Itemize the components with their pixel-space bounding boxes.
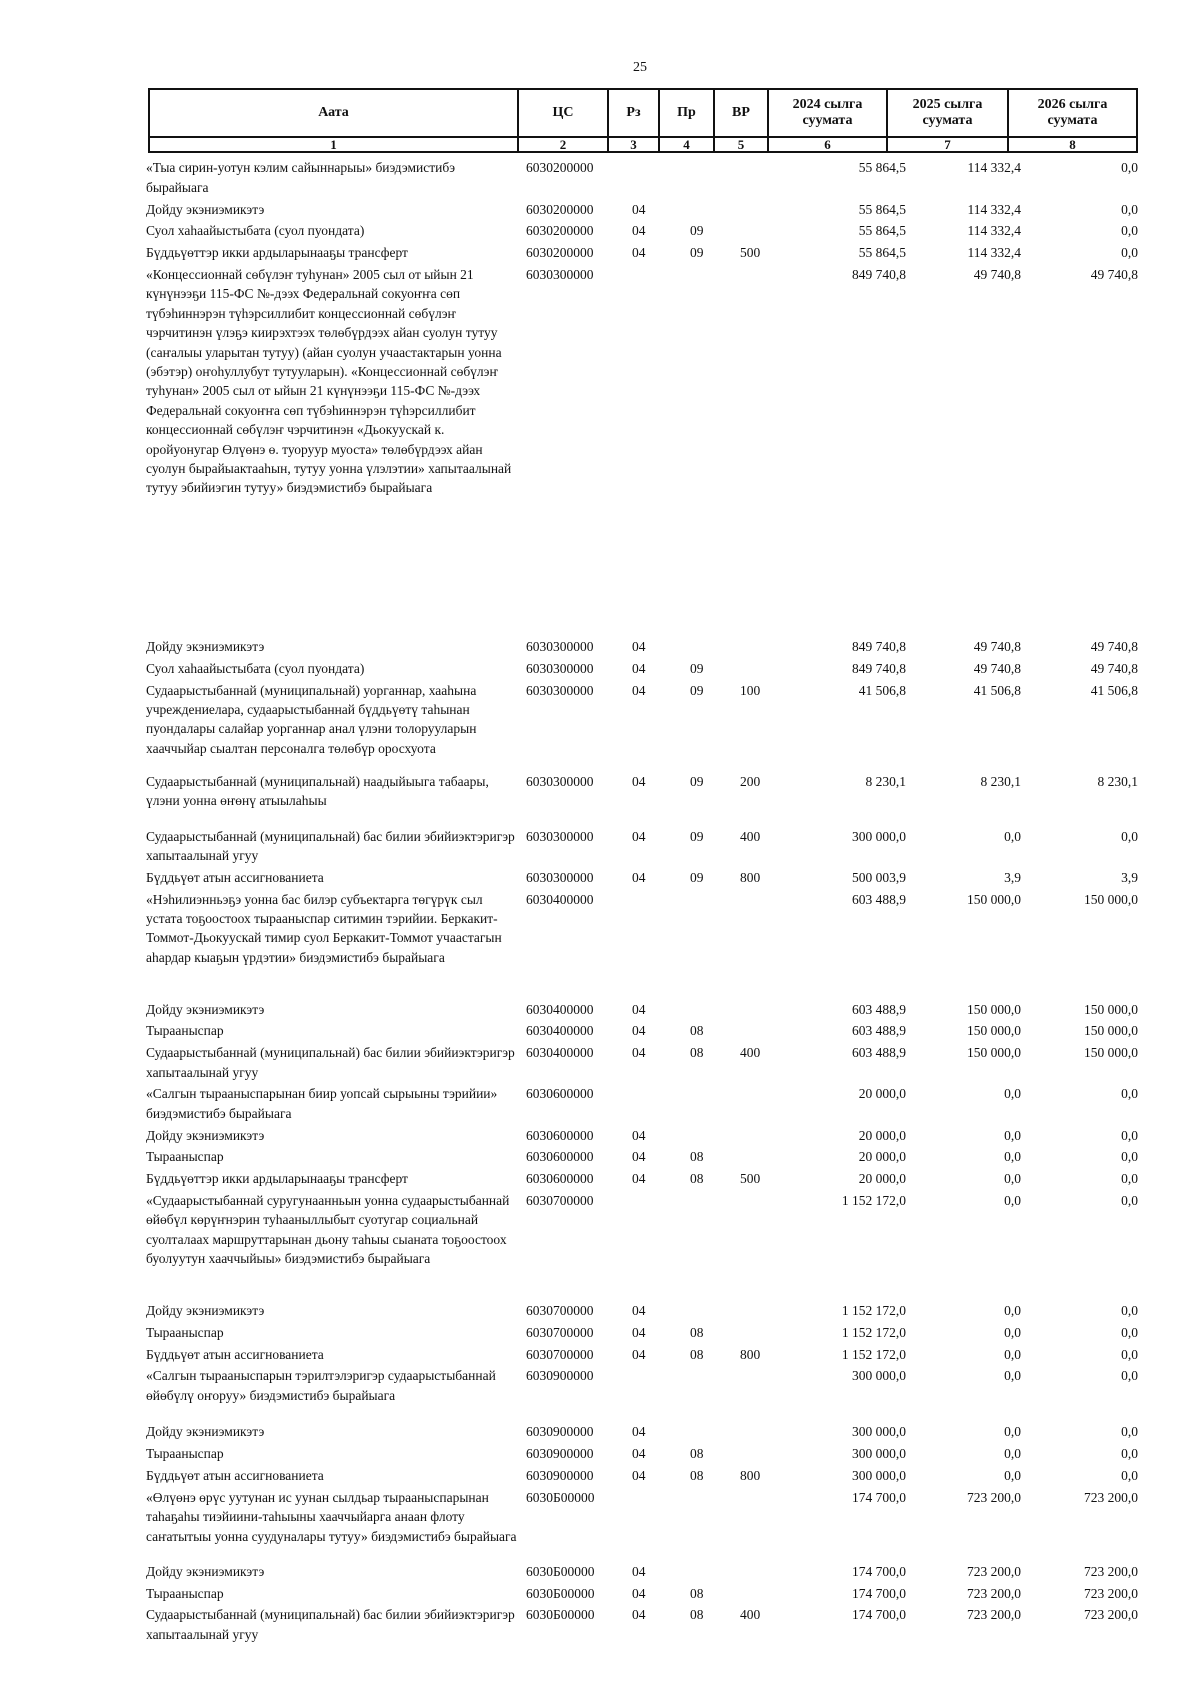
row-cs: 6030200000 xyxy=(526,201,594,217)
row-name: Суол хаһаайыстыбата (суол пуондата) xyxy=(146,660,365,676)
row-rz: 04 xyxy=(632,1607,646,1623)
row-amount-2025: 0,0 xyxy=(1004,1424,1021,1440)
row-pr: 08 xyxy=(690,1446,704,1462)
row-name: «Тыа сирин-уотун кэлим сайыннарыы» биэдэмистибэ бырайыага xyxy=(146,160,456,195)
table-row xyxy=(144,263,1140,635)
row-amount-2025: 0,0 xyxy=(1004,1324,1021,1340)
row-cs: 6030400000 xyxy=(526,1045,594,1061)
row-amount-2026: 150 000,0 xyxy=(1084,1045,1138,1061)
row-cs: 6030Б00000 xyxy=(526,1563,595,1579)
row-name: Дойду экэниэмикэтэ xyxy=(146,1001,265,1017)
row-amount-2026: 0,0 xyxy=(1121,1086,1138,1102)
row-pr: 08 xyxy=(690,1023,704,1039)
row-rz: 04 xyxy=(632,773,646,789)
row-amount-2024: 174 700,0 xyxy=(852,1489,906,1505)
row-cs: 6030700000 xyxy=(526,1302,594,1318)
header-2024: 2024 сылга суумата xyxy=(768,89,887,137)
row-amount-2026: 0,0 xyxy=(1121,1346,1138,1362)
row-vr xyxy=(738,1299,798,1321)
row-amount-2025: 0,0 xyxy=(1004,1192,1021,1208)
header-name: Аата xyxy=(149,89,518,137)
row-name: «Салгын тырааныспарын тэрилтэлэригэр судаарыстыбаннай өйөбүлү оҥоруу» биэдэмистибэ бырайыага xyxy=(146,1368,496,1403)
row-vr xyxy=(738,219,798,241)
table-row xyxy=(144,1581,1140,1603)
row-amount-2026: 41 506,8 xyxy=(1090,682,1138,698)
row-pr xyxy=(688,1189,738,1299)
column-number: 4 xyxy=(659,137,714,152)
row-rz xyxy=(630,1364,688,1420)
table-row xyxy=(144,1189,1140,1299)
table-row xyxy=(144,1299,1140,1321)
row-amount-2024: 1 152 172,0 xyxy=(841,1346,906,1362)
row-rz: 04 xyxy=(632,201,646,217)
row-vr xyxy=(738,263,798,635)
row-rz: 04 xyxy=(632,1346,646,1362)
row-amount-2026: 0,0 xyxy=(1121,1324,1138,1340)
row-amount-2026: 0,0 xyxy=(1121,160,1138,176)
column-number: 1 xyxy=(149,137,518,152)
row-pr xyxy=(688,887,738,997)
row-amount-2025: 0,0 xyxy=(1004,1302,1021,1318)
table-row xyxy=(144,1559,1140,1581)
row-vr xyxy=(738,635,798,657)
table-row xyxy=(144,865,1140,887)
row-rz xyxy=(630,156,688,197)
row-cs: 6030Б00000 xyxy=(526,1585,595,1601)
row-amount-2024: 849 740,8 xyxy=(852,638,906,654)
header-2026: 2026 сылга суумата xyxy=(1008,89,1137,137)
table-row xyxy=(144,1019,1140,1041)
row-rz xyxy=(630,1485,688,1559)
row-rz: 04 xyxy=(632,1324,646,1340)
row-amount-2024: 1 152 172,0 xyxy=(841,1324,906,1340)
row-rz: 04 xyxy=(632,1424,646,1440)
row-name: «Судаарыстыбаннай суругунаанньын уонна судаарыстыбаннай өйөбүл көрүҥнэрин туһааныллыбыт суотугар социальнай суолталаах маршруттарынан дьону таһыы сыанатa тоҕоостоох буолуутун хааччыйыы» биэдэмистибэ бырайыага xyxy=(146,1192,510,1267)
row-amount-2025: 3,9 xyxy=(1004,869,1021,885)
row-name: «Салгын тырааныспарынан биир уопсай сырыыны тэрийии» биэдэмистибэ бырайыага xyxy=(146,1086,498,1121)
row-amount-2024: 174 700,0 xyxy=(852,1585,906,1601)
row-vr xyxy=(738,1364,798,1420)
row-pr xyxy=(688,156,738,197)
row-rz xyxy=(630,1189,688,1299)
row-rz: 04 xyxy=(632,1127,646,1143)
row-cs: 6030400000 xyxy=(526,1023,594,1039)
row-amount-2026: 723 200,0 xyxy=(1084,1607,1138,1623)
page-number: 25 xyxy=(633,60,647,75)
row-vr xyxy=(738,1485,798,1559)
row-cs: 6030900000 xyxy=(526,1446,594,1462)
row-name: Дойду экэниэмикэтэ xyxy=(146,201,265,217)
row-vr: 400 xyxy=(740,828,761,844)
row-pr xyxy=(688,197,738,219)
row-vr xyxy=(738,1442,798,1464)
table-header xyxy=(148,88,1138,153)
row-amount-2024: 500 003,9 xyxy=(852,869,906,885)
row-amount-2025: 150 000,0 xyxy=(967,891,1021,907)
row-amount-2024: 20 000,0 xyxy=(858,1171,906,1187)
table-row xyxy=(144,219,1140,241)
column-number: 5 xyxy=(714,137,768,152)
row-cs: 6030700000 xyxy=(526,1346,594,1362)
row-amount-2025: 49 740,8 xyxy=(973,266,1021,282)
row-pr: 08 xyxy=(690,1346,704,1362)
row-cs: 6030300000 xyxy=(526,682,594,698)
table-body xyxy=(144,156,1140,1644)
row-amount-2026: 49 740,8 xyxy=(1090,660,1138,676)
row-cs: 6030400000 xyxy=(526,891,594,907)
row-amount-2025: 114 332,4 xyxy=(967,160,1021,176)
row-vr xyxy=(738,1559,798,1581)
row-vr xyxy=(738,1019,798,1041)
row-rz: 04 xyxy=(632,869,646,885)
row-amount-2025: 0,0 xyxy=(1004,828,1021,844)
column-number: 7 xyxy=(887,137,1008,152)
row-amount-2025: 49 740,8 xyxy=(973,638,1021,654)
row-vr: 400 xyxy=(740,1045,761,1061)
row-amount-2024: 300 000,0 xyxy=(852,1467,906,1483)
row-amount-2025: 0,0 xyxy=(1004,1149,1021,1165)
row-pr: 09 xyxy=(690,773,704,789)
column-number: 8 xyxy=(1008,137,1137,152)
row-amount-2026: 150 000,0 xyxy=(1084,1001,1138,1017)
row-name: Бүддьүөт атын ассигнованиета xyxy=(146,1467,324,1483)
row-amount-2024: 300 000,0 xyxy=(852,1446,906,1462)
row-amount-2026: 8 230,1 xyxy=(1097,773,1138,789)
row-amount-2026: 0,0 xyxy=(1121,1192,1138,1208)
table-row xyxy=(144,241,1140,263)
row-vr xyxy=(738,887,798,997)
row-pr: 08 xyxy=(690,1467,704,1483)
row-name: «Өлүөнэ өрүс уутунан ис уунан сылдьар тырааныспарынан таһаҕаһы тиэйиини-таһыыны хааччыйарга анаан флоту саҥатытыы уонна суудуналары тутуу» биэдэмистибэ бырайыага xyxy=(146,1489,517,1544)
row-amount-2024: 1 152 172,0 xyxy=(841,1192,906,1208)
row-name: «Концессионнай сөбүлэҥ туһунан» 2005 сыл от ыйын 21 күнүнээҕи 115-ФС №-дээх Федеральнай сокуоҥҥа сөп түбэһиннэрэн түһэрсиллибит концессионнай сөбүлэҥ чэрчитинэн үлэҕэ киирэхтээх төлөбүрдээх айан суолун тутуу (саҥалыы уларытан тутуу) (айан суолун учаастактарын уонна (эбэтэр) оҥоһуллубут тутууларын). «Концессионнай сөбүлэҥ туһунан» 2005 сыл от ыйын 21 күнүнээҕи 115-ФС №-дээх Федеральнай сокуоҥҥа сөп түбэһиннэрэн түһэрсиллибит концессионнай сөбүлэҥ чэрчитинэн «Дьокуускай к. оройуонугар Өлүөнэ ө. туоруур муоста» төлөбүрдээх айан суолун бырайыактааһын, тутуу уонна үлэлэтии» хапытаалынай тутуу эбийиэгин тутуу» биэдэмистибэ бырайыага xyxy=(146,266,512,496)
row-amount-2024: 8 230,1 xyxy=(865,773,906,789)
table-row xyxy=(144,1420,1140,1442)
table-row xyxy=(144,656,1140,678)
row-amount-2024: 174 700,0 xyxy=(852,1563,906,1579)
row-cs: 6030300000 xyxy=(526,828,594,844)
row-amount-2026: 0,0 xyxy=(1121,1302,1138,1318)
row-amount-2024: 849 740,8 xyxy=(852,660,906,676)
row-amount-2026: 0,0 xyxy=(1121,1127,1138,1143)
row-rz: 04 xyxy=(632,682,646,698)
header-vr: ВР xyxy=(714,89,768,137)
row-name: Бүддьүөт атын ассигнованиета xyxy=(146,869,324,885)
row-name: Судаарыстыбаннай (муниципальнай) уорганнар, хааһына учреждениелара, судаарыстыбаннай бүддьүөтү таһынан пуондалары салайар уорганнар анал үлэни толорууларын хааччыйар сыалтан персоналга төлөбүр оросхуота xyxy=(146,682,477,756)
row-vr: 400 xyxy=(740,1607,761,1623)
header-pr: Пр xyxy=(659,89,714,137)
row-vr xyxy=(738,1420,798,1442)
row-amount-2025: 114 332,4 xyxy=(967,223,1021,239)
row-pr xyxy=(688,1420,738,1442)
row-amount-2025: 150 000,0 xyxy=(967,1001,1021,1017)
row-rz: 04 xyxy=(632,1149,646,1165)
table-row xyxy=(144,1485,1140,1559)
row-amount-2024: 20 000,0 xyxy=(858,1127,906,1143)
column-number: 6 xyxy=(768,137,887,152)
row-name: Тырааныспар xyxy=(146,1324,224,1340)
row-vr xyxy=(738,156,798,197)
row-amount-2024: 1 152 172,0 xyxy=(841,1302,906,1318)
table-row xyxy=(144,997,1140,1019)
row-amount-2026: 150 000,0 xyxy=(1084,891,1138,907)
table-row xyxy=(144,1145,1140,1167)
table-row xyxy=(144,635,1140,657)
header-rz: Рз xyxy=(608,89,659,137)
row-amount-2026: 49 740,8 xyxy=(1090,638,1138,654)
row-amount-2024: 55 864,5 xyxy=(858,160,906,176)
row-pr: 09 xyxy=(690,869,704,885)
header-cs: ЦС xyxy=(518,89,608,137)
row-pr: 08 xyxy=(690,1171,704,1187)
row-amount-2024: 20 000,0 xyxy=(858,1149,906,1165)
row-cs: 6030400000 xyxy=(526,1001,594,1017)
row-pr: 08 xyxy=(690,1585,704,1601)
row-name: Дойду экэниэмикэтэ xyxy=(146,1302,265,1318)
row-vr xyxy=(738,1581,798,1603)
row-name: Бүддьүөттэр икки ардыларынааҕы трансферт xyxy=(146,1171,408,1187)
row-pr xyxy=(688,1299,738,1321)
table-row xyxy=(144,887,1140,997)
table-row xyxy=(144,1123,1140,1145)
table-row xyxy=(144,1442,1140,1464)
row-cs: 6030700000 xyxy=(526,1324,594,1340)
table-row xyxy=(144,1082,1140,1123)
row-amount-2026: 0,0 xyxy=(1121,1446,1138,1462)
row-vr xyxy=(738,1082,798,1123)
row-amount-2026: 0,0 xyxy=(1121,245,1138,261)
row-rz: 04 xyxy=(632,223,646,239)
row-rz: 04 xyxy=(632,1171,646,1187)
row-cs: 6030900000 xyxy=(526,1368,594,1384)
row-rz: 04 xyxy=(632,1446,646,1462)
row-vr: 200 xyxy=(740,773,761,789)
row-pr xyxy=(688,1123,738,1145)
row-vr: 800 xyxy=(740,1346,761,1362)
row-amount-2025: 49 740,8 xyxy=(973,660,1021,676)
row-pr xyxy=(688,1559,738,1581)
row-pr xyxy=(688,635,738,657)
row-amount-2026: 0,0 xyxy=(1121,1149,1138,1165)
row-rz: 04 xyxy=(632,828,646,844)
row-vr: 500 xyxy=(740,1171,761,1187)
row-rz: 04 xyxy=(632,1467,646,1483)
row-pr: 08 xyxy=(690,1607,704,1623)
row-cs: 6030600000 xyxy=(526,1171,594,1187)
row-cs: 6030600000 xyxy=(526,1086,594,1102)
row-cs: 6030200000 xyxy=(526,245,594,261)
column-number: 2 xyxy=(518,137,608,152)
row-amount-2024: 603 488,9 xyxy=(852,1001,906,1017)
row-cs: 6030600000 xyxy=(526,1149,594,1165)
row-amount-2025: 41 506,8 xyxy=(973,682,1021,698)
row-vr: 500 xyxy=(740,245,761,261)
row-cs: 6030900000 xyxy=(526,1467,594,1483)
table-row xyxy=(144,824,1140,865)
row-rz: 04 xyxy=(632,1045,646,1061)
row-pr: 09 xyxy=(690,660,704,676)
row-name: Тырааныспар xyxy=(146,1023,224,1039)
table-row xyxy=(144,1364,1140,1420)
row-pr xyxy=(688,263,738,635)
table-row xyxy=(144,197,1140,219)
row-cs: 6030300000 xyxy=(526,638,594,654)
row-pr: 08 xyxy=(690,1045,704,1061)
row-rz xyxy=(630,887,688,997)
row-amount-2025: 0,0 xyxy=(1004,1467,1021,1483)
row-name: «Нэһилиэнньэҕэ уонна бас билэр субъектарга төгүрүк сыл устата тоҕоостоох тырааныспар ситимин тэрийии. Беркакит-Томмот-Дьокуускай тимир суол Беркакит-Томмот учаастагын аһардар кыаҕын үрдэтии» биэдэмистибэ бырайыага xyxy=(146,891,502,965)
row-amount-2026: 0,0 xyxy=(1121,1467,1138,1483)
row-amount-2024: 849 740,8 xyxy=(852,266,906,282)
row-amount-2025: 0,0 xyxy=(1004,1171,1021,1187)
row-name: Суол хаһаайыстыбата (суол пуондата) xyxy=(146,223,365,239)
row-name: Бүддьүөттэр икки ардыларынааҕы трансферт xyxy=(146,245,408,261)
row-rz: 04 xyxy=(632,1023,646,1039)
row-amount-2025: 0,0 xyxy=(1004,1086,1021,1102)
table-row xyxy=(144,1320,1140,1342)
row-amount-2026: 0,0 xyxy=(1121,201,1138,217)
row-amount-2026: 49 740,8 xyxy=(1090,266,1138,282)
row-rz: 04 xyxy=(632,1563,646,1579)
row-vr xyxy=(738,656,798,678)
table-row xyxy=(144,156,1140,197)
row-name: Судаарыстыбаннай (муниципальнай) бас билии эбийиэктэригэр хапытаалынай угуу xyxy=(146,1045,515,1080)
row-pr: 09 xyxy=(690,828,704,844)
row-cs: 6030300000 xyxy=(526,266,594,282)
row-vr xyxy=(738,1189,798,1299)
row-cs: 6030200000 xyxy=(526,160,594,176)
row-amount-2025: 0,0 xyxy=(1004,1127,1021,1143)
row-cs: 6030Б00000 xyxy=(526,1607,595,1623)
row-amount-2025: 114 332,4 xyxy=(967,245,1021,261)
row-pr: 09 xyxy=(690,682,704,698)
row-amount-2025: 0,0 xyxy=(1004,1368,1021,1384)
row-name: Дойду экэниэмикэтэ xyxy=(146,638,265,654)
table-row xyxy=(144,1167,1140,1189)
row-amount-2026: 0,0 xyxy=(1121,1368,1138,1384)
row-amount-2026: 150 000,0 xyxy=(1084,1023,1138,1039)
row-amount-2025: 723 200,0 xyxy=(967,1489,1021,1505)
row-amount-2024: 41 506,8 xyxy=(858,682,906,698)
row-amount-2025: 0,0 xyxy=(1004,1446,1021,1462)
row-cs: 6030600000 xyxy=(526,1127,594,1143)
table-row xyxy=(144,1464,1140,1486)
row-rz xyxy=(630,263,688,635)
row-pr xyxy=(688,1364,738,1420)
row-pr xyxy=(688,997,738,1019)
row-name: Тырааныспар xyxy=(146,1585,224,1601)
row-name: Дойду экэниэмикэтэ xyxy=(146,1127,265,1143)
row-cs: 6030300000 xyxy=(526,660,594,676)
header-2025: 2025 сылга суумата xyxy=(887,89,1008,137)
row-amount-2026: 0,0 xyxy=(1121,1171,1138,1187)
row-rz: 04 xyxy=(632,660,646,676)
row-cs: 6030700000 xyxy=(526,1192,594,1208)
row-rz xyxy=(630,1082,688,1123)
row-amount-2026: 3,9 xyxy=(1121,869,1138,885)
row-pr: 09 xyxy=(690,245,704,261)
row-name: Тырааныспар xyxy=(146,1446,224,1462)
row-pr xyxy=(688,1485,738,1559)
row-name: Дойду экэниэмикэтэ xyxy=(146,1563,265,1579)
row-amount-2024: 603 488,9 xyxy=(852,891,906,907)
row-name: Тырааныспар xyxy=(146,1149,224,1165)
row-amount-2026: 723 200,0 xyxy=(1084,1585,1138,1601)
row-amount-2024: 603 488,9 xyxy=(852,1045,906,1061)
row-pr: 08 xyxy=(690,1149,704,1165)
row-name: Судаарыстыбаннай (муниципальнай) наадыйыыга табаары, үлэни уонна өҥөнү атыылаһыы xyxy=(146,773,489,808)
row-vr xyxy=(738,1145,798,1167)
row-pr xyxy=(688,1082,738,1123)
row-amount-2025: 723 200,0 xyxy=(967,1607,1021,1623)
row-amount-2024: 55 864,5 xyxy=(858,223,906,239)
row-vr: 800 xyxy=(740,869,761,885)
table-row xyxy=(144,1603,1140,1644)
row-amount-2026: 0,0 xyxy=(1121,828,1138,844)
row-vr: 800 xyxy=(740,1467,761,1483)
row-amount-2024: 603 488,9 xyxy=(852,1023,906,1039)
row-pr: 09 xyxy=(690,223,704,239)
row-amount-2024: 20 000,0 xyxy=(858,1086,906,1102)
row-amount-2025: 150 000,0 xyxy=(967,1023,1021,1039)
row-cs: 6030Б00000 xyxy=(526,1489,595,1505)
row-cs: 6030900000 xyxy=(526,1424,594,1440)
row-vr xyxy=(738,197,798,219)
row-name: Дойду экэниэмикэтэ xyxy=(146,1424,265,1440)
row-amount-2024: 55 864,5 xyxy=(858,201,906,217)
table-row xyxy=(144,769,1140,824)
row-name: Судаарыстыбаннай (муниципальнай) бас билии эбийиэктэригэр хапытаалынай угуу xyxy=(146,1607,515,1642)
row-amount-2024: 300 000,0 xyxy=(852,828,906,844)
row-amount-2025: 0,0 xyxy=(1004,1346,1021,1362)
row-vr xyxy=(738,1123,798,1145)
row-amount-2025: 150 000,0 xyxy=(967,1045,1021,1061)
row-name: Бүддьүөт атын ассигнованиета xyxy=(146,1346,324,1362)
row-amount-2024: 300 000,0 xyxy=(852,1424,906,1440)
row-rz: 04 xyxy=(632,1001,646,1017)
row-cs: 6030200000 xyxy=(526,223,594,239)
row-amount-2026: 0,0 xyxy=(1121,223,1138,239)
row-vr xyxy=(738,1320,798,1342)
table-row xyxy=(144,678,1140,769)
table-row xyxy=(144,1041,1140,1082)
row-amount-2025: 114 332,4 xyxy=(967,201,1021,217)
row-amount-2025: 8 230,1 xyxy=(980,773,1021,789)
row-pr: 08 xyxy=(690,1324,704,1340)
row-vr xyxy=(738,997,798,1019)
row-rz: 04 xyxy=(632,245,646,261)
column-number: 3 xyxy=(608,137,659,152)
row-amount-2024: 174 700,0 xyxy=(852,1607,906,1623)
row-amount-2024: 300 000,0 xyxy=(852,1368,906,1384)
budget-table xyxy=(144,156,1140,1644)
row-amount-2026: 723 200,0 xyxy=(1084,1489,1138,1505)
row-amount-2024: 55 864,5 xyxy=(858,245,906,261)
row-vr: 100 xyxy=(740,682,761,698)
row-rz: 04 xyxy=(632,638,646,654)
row-name: Судаарыстыбаннай (муниципальнай) бас билии эбийиэктэригэр хапытаалынай угуу xyxy=(146,828,515,863)
row-amount-2026: 0,0 xyxy=(1121,1424,1138,1440)
row-cs: 6030300000 xyxy=(526,869,594,885)
row-amount-2026: 723 200,0 xyxy=(1084,1563,1138,1579)
row-cs: 6030300000 xyxy=(526,773,594,789)
row-amount-2025: 723 200,0 xyxy=(967,1585,1021,1601)
row-rz: 04 xyxy=(632,1302,646,1318)
row-amount-2025: 723 200,0 xyxy=(967,1563,1021,1579)
table-row xyxy=(144,1342,1140,1364)
row-rz: 04 xyxy=(632,1585,646,1601)
